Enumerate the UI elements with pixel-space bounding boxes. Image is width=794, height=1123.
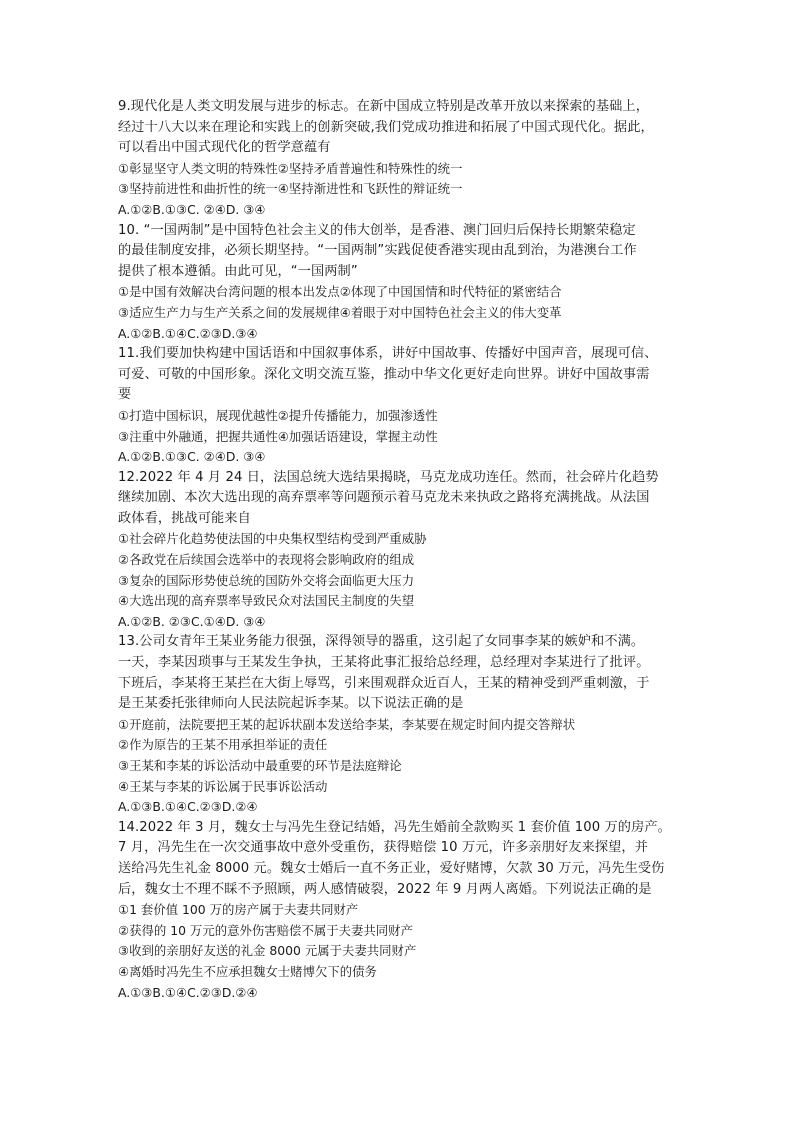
question-13-stem-line: 下班后，李某将王某拦在大街上辱骂，引来围观群众近百人，王某的精神受到严重刺激，于 <box>118 675 650 691</box>
question-14 <box>118 818 683 1003</box>
question-13-stem-line: 是王某委托张律师向人民法院起诉李某。以下说法正确的是 <box>118 696 464 712</box>
question-13-option-line: ③王某和李某的诉讼活动中最重要的环节是法庭辩论 <box>118 758 402 773</box>
question-12-option-line: ①社会碎片化趋势使法国的中央集权型结构受到严重威胁 <box>118 531 427 547</box>
question-12-option-line: ④大选出现的高弃票率导致民众对法国民主制度的失望 <box>118 593 415 609</box>
question-11-answer-choices: A.①②B.①③C. ②④D. ③④ <box>118 449 266 465</box>
question-13-option-line: ②作为原告的王某不用承担举证的责任 <box>118 737 328 753</box>
question-12-stem-line: 继续加剧、本次大选出现的高弃票率等问题预示着马克龙未来执政之路将充满挑战。从法国 <box>118 490 650 506</box>
question-10-stem-line: 提供了根本遵循。由此可见，“一国两制” <box>118 263 358 279</box>
question-11 <box>118 344 683 468</box>
question-11-stem-line: 要 <box>118 387 132 403</box>
question-13-stem-line: 13.公司女青年王某业务能力很强，深得领导的器重，这引起了女同事李某的嫉妒和不满。 <box>118 634 645 650</box>
question-14-option-line: ③收到的亲朋好友送的礼金 8000 元属于夫妻共同财产 <box>118 943 417 959</box>
question-12 <box>118 468 683 633</box>
question-12-stem-line: 政体看，挑战可能来自 <box>118 510 251 526</box>
question-9-answer-choices: A.①②B.①③C. ②④D. ③④ <box>118 201 266 217</box>
question-14-stem-line: 送给冯先生礼金 8000 元。魏女士婚后一直不务正业，爱好赌博，欠款 30 万元，冯先生受伤 <box>118 860 665 876</box>
question-13-option-line: ①开庭前，法院要把王某的起诉状副本发送给李某，李某要在规定时间内提交答辩状 <box>118 716 576 732</box>
question-12-stem-line: 12.2022 年 4 月 24 日，法国总统大选结果揭晓，马克龙成功连任。然而，社会碎片化趋势 <box>118 469 659 485</box>
question-10 <box>118 221 683 345</box>
question-13-option-line: ④王某与李某的诉讼属于民事诉讼活动 <box>118 778 328 794</box>
question-9 <box>118 97 683 221</box>
question-10-stem-line: 10. “一国两制”是中国特色社会主义的伟大创举，是香港、澳门回归后保持长期繁荣稳定 <box>118 222 636 238</box>
question-10-option-line: ①是中国有效解决台湾问题的根本出发点②体现了中国国情和时代特征的紧密结合 <box>118 284 562 300</box>
question-11-option-line: ③注重中外融通，把握共通性④加强话语建设，掌握主动性 <box>118 428 438 444</box>
question-9-stem-line: 9.现代化是人类文明发展与进步的标志。在新中国成立特别是改革开放以来探索的基础上， <box>118 99 649 114</box>
question-11-stem-line: 可爱、可敬的中国形象。深化文明交流互鉴，推动中华文化更好走向世界。讲好中国故事需 <box>118 366 650 382</box>
question-9-option-line: ①彰显坚守人类文明的特殊性②坚持矛盾普遍性和特殊性的统一 <box>118 160 463 176</box>
question-13-answer-choices: A.①③B.①④C.②③D.②④ <box>118 799 258 815</box>
question-11-option-line: ①打造中国标识，展现优越性②提升传播能力，加强渗透性 <box>118 407 438 423</box>
question-13 <box>118 632 683 817</box>
question-11-stem-line: 11.我们要加快构建中国话语和中国叙事体系，讲好中国故事、传播好中国声音，展现可信、 <box>118 346 658 362</box>
question-10-stem-line: 的最佳制度安排，必须长期坚持。“一国两制”实践促使香港实现由乱到治，为港澳台工作 <box>118 243 637 259</box>
question-9-stem-line: 可以看出中国式现代化的哲学意蕴有 <box>118 140 331 156</box>
exam-page <box>118 97 683 1003</box>
question-10-option-line: ③适应生产力与生产关系之间的发展规律④着眼于对中国特色社会主义的伟大变革 <box>118 304 562 320</box>
question-14-stem-line: 14.2022 年 3 月，魏女士与冯先生登记结婚，冯先生婚前全款购买 1 套价值 100 万的房产。 <box>118 819 671 835</box>
question-12-option-line: ②各政党在后续国会选举中的表现将会影响政府的组成 <box>118 552 415 568</box>
question-9-stem-line: 经过十八大以来在理论和实践上的创新突破,我们党成功推进和拓展了中国式现代化。据此， <box>118 119 654 135</box>
question-14-answer-choices: A.①③B.①④C.②③D.②④ <box>118 984 258 1000</box>
question-10-answer-choices: A.①②B.①④C.②③D.③④ <box>118 325 258 341</box>
question-14-stem-line: 后，魏女士不理不睬不予照顾，两人感情破裂，2022 年 9 月两人离婚。下列说法正确的是 <box>118 881 652 897</box>
question-14-option-line: ④离婚时冯先生不应承担魏女士赌博欠下的债务 <box>118 963 377 979</box>
question-14-stem-line: 7 月，冯先生在一次交通事故中意外受重伤，获得赔偿 10 万元，许多亲朋好友来探望，并 <box>118 840 648 856</box>
question-9-option-line: ③坚持前进性和曲折性的统一④坚持渐进性和飞跃性的辩证统一 <box>118 181 463 197</box>
question-13-stem-line: 一天，李某因琐事与王某发生争执，王某将此事汇报给总经理，总经理对李某进行了批评。 <box>118 655 650 671</box>
question-14-option-line: ②获得的 10 万元的意外伤害赔偿不属于夫妻共同财产 <box>118 922 413 938</box>
question-12-answer-choices: A.①②B. ②③C.①④D. ③④ <box>118 613 266 629</box>
question-14-option-line: ①1 套价值 100 万的房产属于夫妻共同财产 <box>118 902 359 918</box>
question-12-option-line: ③复杂的国际形势使总统的国防外交将会面临更大压力 <box>118 572 415 588</box>
